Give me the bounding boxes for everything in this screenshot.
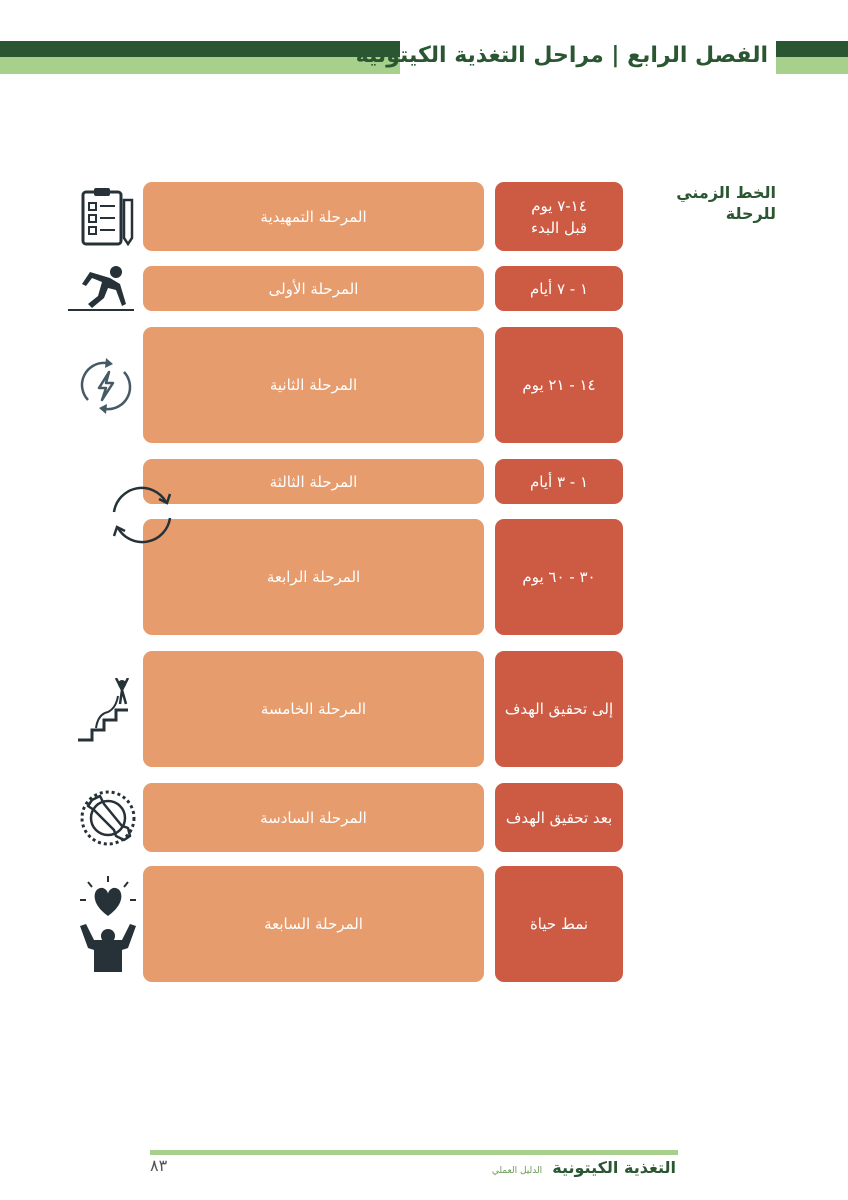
duration-line1: ١ - ٣ أيام (529, 472, 589, 491)
phase-box-sixth: المرحلة السادسة (143, 783, 484, 852)
duration-box-preparatory (495, 182, 623, 251)
stairs-success-icon (76, 678, 134, 742)
duration-box-fifth (495, 651, 623, 767)
duration-line1: نمط حياة (529, 915, 589, 933)
phase-box-preparatory: المرحلة التمهيدية (143, 182, 484, 251)
gear-wrench-icon (78, 788, 138, 848)
duration-line1: ١٤ - ٢١ يوم (522, 376, 596, 394)
footer-brand-title: التغذية الكيتونية (552, 1158, 676, 1177)
header-bar-right-light (776, 57, 848, 74)
header-bar-right-dark (776, 41, 848, 57)
footer-brand-subtitle: الدليل العملي (491, 1166, 543, 1176)
phase-box-seventh: المرحلة السابعة (143, 866, 484, 982)
chapter-title: الفصل الرابع | مراحل التغذية الكيتونية (355, 43, 768, 68)
timeline-title (666, 182, 776, 224)
timeline-title-line2: للرحلة (725, 204, 776, 223)
duration-box-second (495, 327, 623, 443)
duration-line1: ٣٠ - ٦٠ يوم (522, 568, 596, 586)
duration-line1: إلى تحقيق الهدف (504, 700, 614, 718)
phase-box-first: المرحلة الأولى (143, 266, 484, 311)
refresh-cycle-icon (104, 480, 180, 550)
phase-box-fourth: المرحلة الرابعة (143, 519, 484, 635)
duration-box-third (495, 459, 623, 504)
duration-line1: بعد تحقيق الهدف (505, 808, 613, 827)
footer-brand (491, 1158, 676, 1177)
energy-cycle-icon (74, 354, 138, 418)
footer-line (150, 1150, 678, 1155)
duration-box-first (495, 266, 623, 311)
phase-box-second: المرحلة الثانية (143, 327, 484, 443)
duration-line1: ١ - ٧ أيام (529, 279, 589, 298)
duration-box-sixth (495, 783, 623, 852)
phase-box-third: المرحلة الثالثة (143, 459, 484, 504)
header-bar-left-dark (0, 41, 400, 57)
clipboard-checklist-icon (80, 186, 136, 248)
duration-line1: ١٤-٧ يوم (531, 196, 587, 215)
duration-box-fourth (495, 519, 623, 635)
duration-box-seventh (495, 866, 623, 982)
person-heart-icon (78, 874, 138, 974)
page-number: ٨٣ (150, 1156, 168, 1175)
duration-line2: قبل البدء (531, 218, 588, 237)
header-bar-left-light (0, 57, 400, 74)
runner-start-icon (68, 258, 134, 314)
timeline-title-line1: الخط الزمني (676, 183, 776, 202)
phase-box-fifth: المرحلة الخامسة (143, 651, 484, 767)
